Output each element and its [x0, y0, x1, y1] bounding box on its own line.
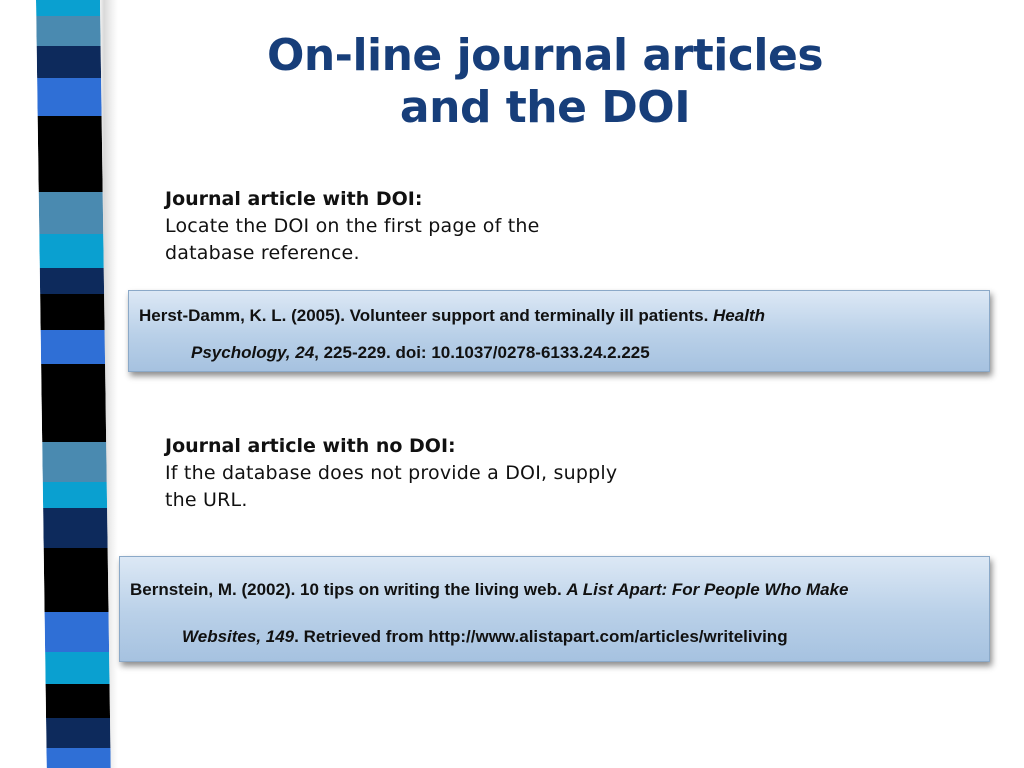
decorative-stripe-panel — [0, 0, 118, 768]
no-doi-section — [165, 433, 635, 514]
doi-citation-journal-part-1: Health — [713, 306, 765, 325]
doi-section-text: Locate the DOI on the first page of the database reference. — [165, 215, 540, 264]
doi-citation-line-1 — [139, 306, 765, 326]
slide-title-line-1: On-line journal articles — [266, 30, 824, 81]
doi-citation-journal-part-2: Psychology, 24 — [191, 343, 315, 362]
slide-title — [160, 30, 930, 134]
no-doi-section-text: If the database does not provide a DOI, supply the URL. — [165, 462, 618, 511]
url-citation-journal-part-1: A List Apart: For People Who Make — [566, 580, 849, 599]
doi-section-heading: Journal article with DOI: — [165, 188, 423, 210]
decorative-stripe — [36, 0, 111, 768]
url-citation-retrieved-url: . Retrieved from http://www.alistapart.com/articles/writeliving — [294, 627, 788, 646]
doi-citation-line-2 — [191, 343, 650, 363]
url-citation-journal-part-2: Websites, 149 — [182, 627, 295, 646]
doi-citation-pages-doi: , 225-229. doi: 10.1037/0278-6133.24.2.225 — [314, 343, 650, 362]
doi-section — [165, 186, 635, 267]
doi-citation-authors-title: Herst-Damm, K. L. (2005). Volunteer support and terminally ill patients. — [139, 306, 714, 325]
no-doi-section-heading: Journal article with no DOI: — [165, 435, 456, 457]
url-citation-line-1 — [130, 580, 849, 600]
url-citation-line-2 — [182, 627, 788, 647]
slide-title-line-2: and the DOI — [399, 82, 691, 133]
url-citation-authors-title: Bernstein, M. (2002). 10 tips on writing the living web. — [130, 580, 567, 599]
url-citation-box — [119, 556, 990, 662]
doi-citation-box — [128, 290, 990, 372]
